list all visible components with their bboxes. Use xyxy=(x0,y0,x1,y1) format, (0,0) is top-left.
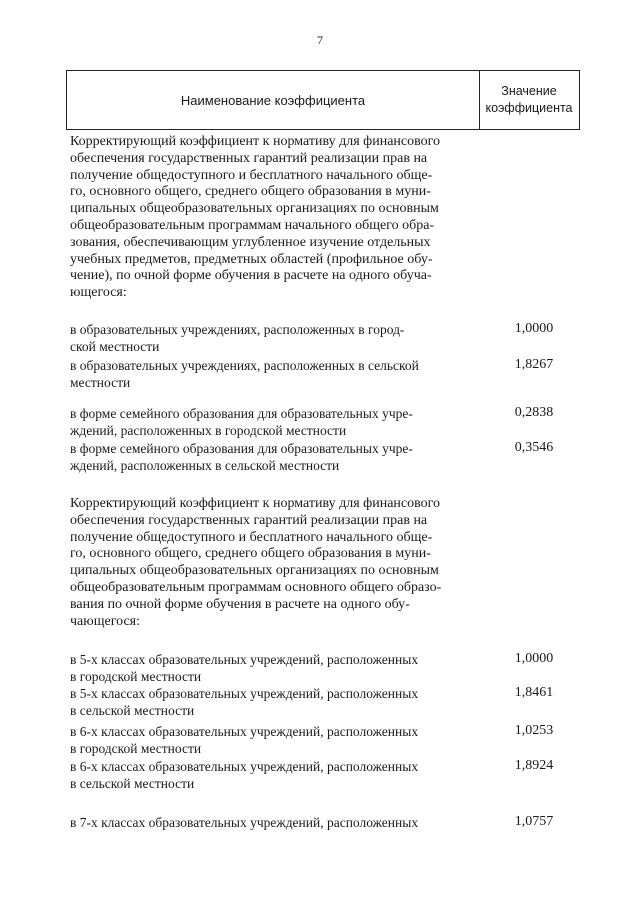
section2-row-text: в 6-х классах образовательных учреждений, расположенных в городской местности xyxy=(70,724,419,756)
page-number: 7 xyxy=(317,33,323,47)
section2-row-value: 1,0253 xyxy=(514,723,554,738)
section2-intro: Корректирующий коэффициент к нормативу для финансового обеспечения государственных гарантий реализации прав на получение общедоступного и бесплатного начального обще- го, основного общего, среднего общего образования в муни- ципальных общеобразовательных организациях по основным общеобразовательным программам основного общего образо- вания по очной форме обучения в расчете на одного обу- чающегося: xyxy=(70,496,442,629)
section1-row-text: в форме семейного образования для образовательных учре- ждений, расположенных в сельской местности xyxy=(70,441,413,473)
section2-row-value: 1,0757 xyxy=(514,814,554,829)
section2-row-value: 1,0000 xyxy=(514,651,554,666)
section2-row-text: в 6-х классах образовательных учреждений, расположенных в сельской местности xyxy=(70,759,419,791)
section1-row-value: 0,2838 xyxy=(514,405,554,420)
section1-row-value: 1,0000 xyxy=(514,321,554,336)
section1-intro: Корректирующий коэффициент к нормативу для финансового обеспечения государственных гарантий реализации прав на получение общедоступного и бесплатного начального обще- го, основного общего, среднего общего образования в муни- ципальных общеобразовательных организациях по основным общеобразовательным программам начального общего обра- зования, обеспечивающим углубленное изучение отдельных учебных предметов, предметных областей (профильное обу- чение), по очной форме обучения в расчете на одного обуча- ющегося: xyxy=(70,134,441,301)
section1-row-value: 0,3546 xyxy=(514,440,554,455)
section2-row-text: в 7-х классах образовательных учреждений, расположенных xyxy=(70,815,419,830)
section1-row-text: в форме семейного образования для образовательных учре- ждений, расположенных в городской местности xyxy=(70,406,413,438)
table-header xyxy=(66,70,580,130)
section2-row-value: 1,8461 xyxy=(514,685,554,700)
section1-row-value: 1,8267 xyxy=(514,357,554,372)
header-name-column: Наименование коэффициента xyxy=(67,71,480,129)
header-value-column: Значение коэффициента xyxy=(485,84,573,115)
section1-row-text: в образовательных учреждениях, расположенных в город- ской местности xyxy=(70,322,405,354)
section1-row-text: в образовательных учреждениях, расположенных в сельской местности xyxy=(70,358,419,390)
section2-row-text: в 5-х классах образовательных учреждений, расположенных в сельской местности xyxy=(70,686,419,718)
section2-row-text: в 5-х классах образовательных учреждений, расположенных в городской местности xyxy=(70,652,419,684)
section2-row-value: 1,8924 xyxy=(514,758,554,773)
